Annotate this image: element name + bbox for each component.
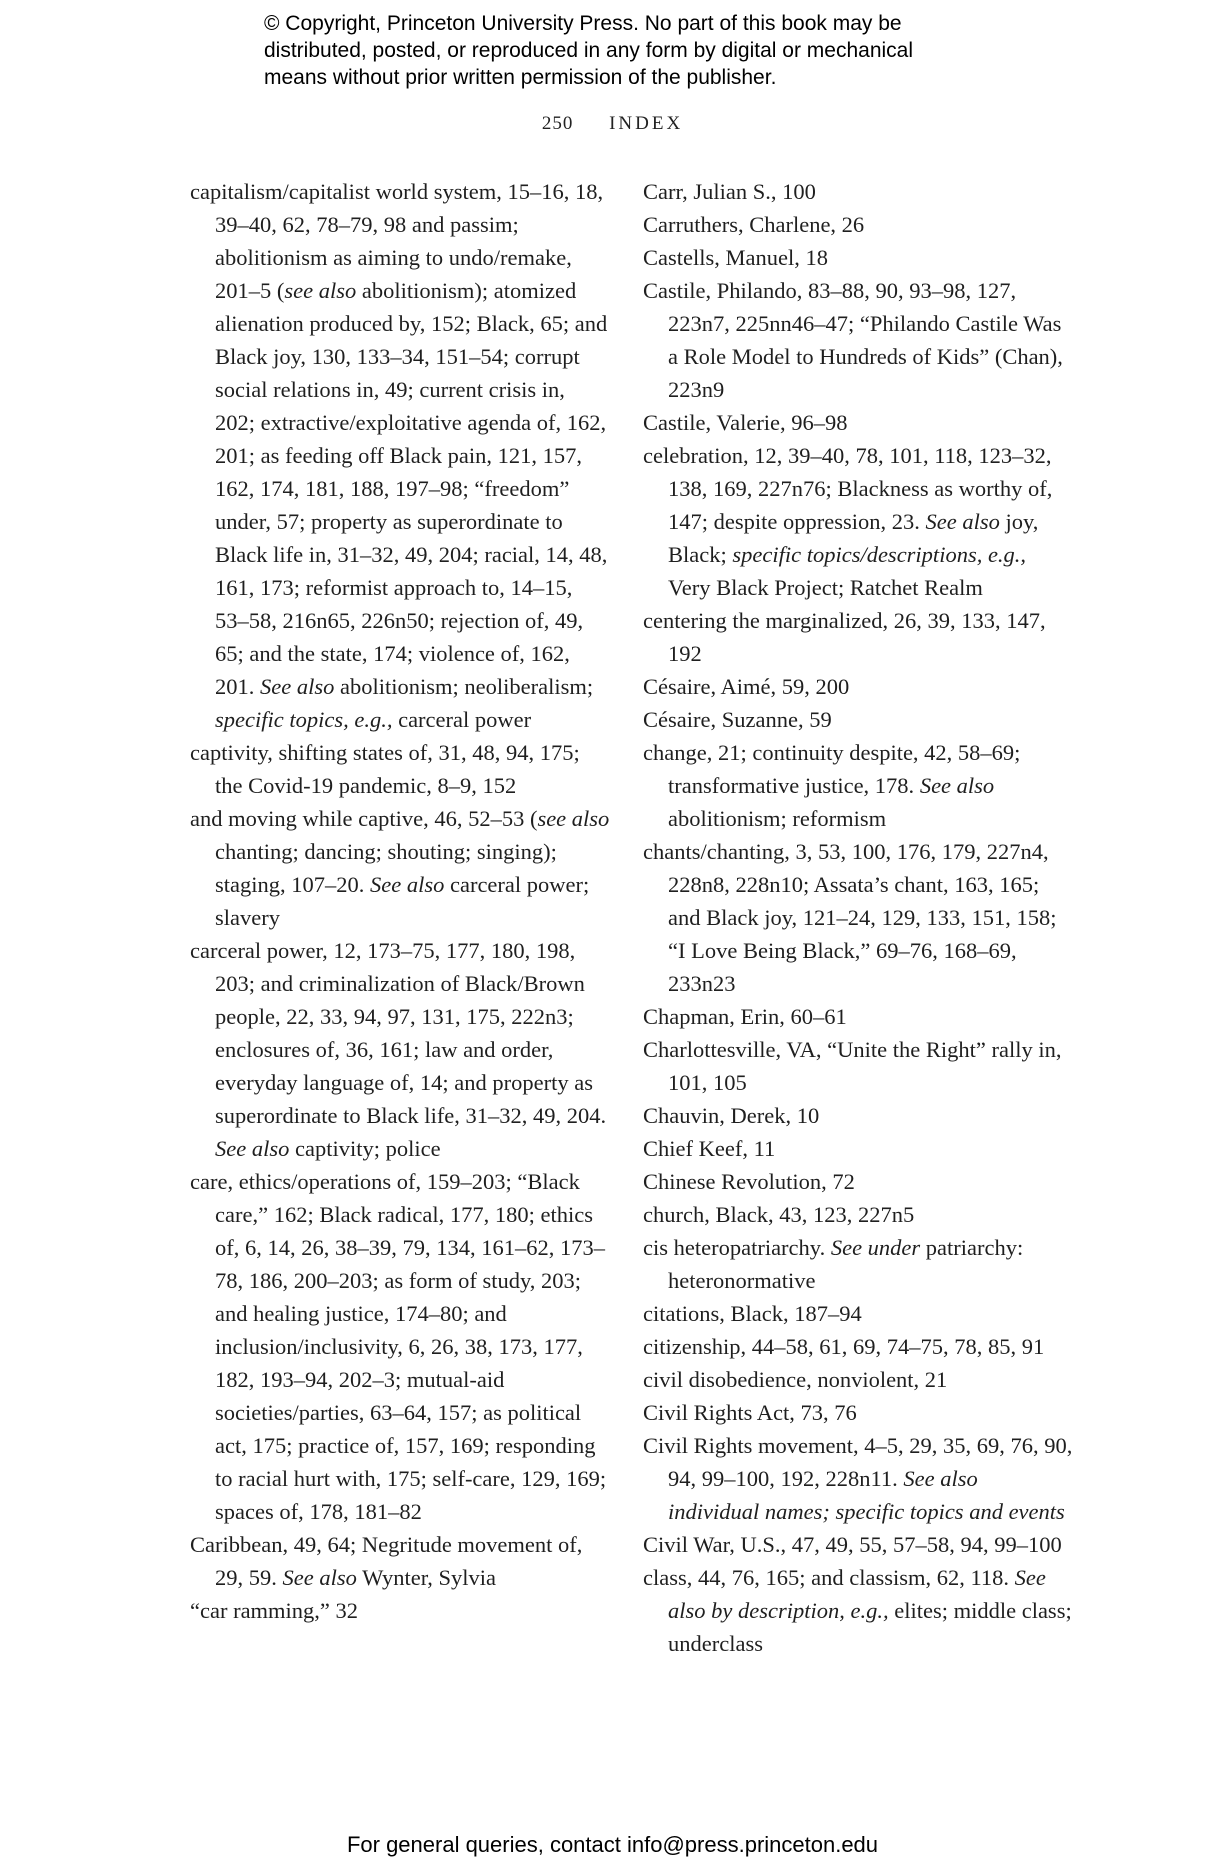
index-entry: [643, 835, 1073, 1000]
copyright-line: distributed, posted, or reproduced in any form by digital or mechanical: [264, 39, 914, 62]
index-text: elites; middle class; underclass: [668, 1598, 1072, 1656]
index-text: Civil Rights movement, 4–5, 29, 35, 69, 76, 90, 94, 99–100, 192, 228n11.: [643, 1433, 1073, 1491]
index-text: patriarchy: heteronormative: [668, 1235, 1024, 1293]
index-cross-reference: See also: [925, 509, 1000, 534]
index-column-left: [190, 175, 610, 1627]
index-entry: [643, 1396, 1073, 1429]
index-text: Very Black Project; Ratchet Realm: [668, 575, 983, 600]
index-entry: [190, 1594, 610, 1627]
index-column-right: [643, 175, 1073, 1660]
index-entry: [643, 1198, 1073, 1231]
index-entry: [643, 1429, 1073, 1528]
index-cross-reference: See also: [260, 674, 335, 699]
index-text: abolitionism; reformism: [668, 806, 887, 831]
index-text: citizenship, 44–58, 61, 69, 74–75, 78, 85, 91: [643, 1334, 1045, 1359]
index-cross-reference: See also: [282, 1565, 357, 1590]
index-text: civil disobedience, nonviolent, 21: [643, 1367, 948, 1392]
index-text: chants/chanting, 3, 53, 100, 176, 179, 227n4, 228n8, 228n10; Assata’s chant, 163, 165; and Black joy, 121–24, 129, 133, 151, 158; “I Love Being Black,” 69–76, 168–69, 233n23: [643, 839, 1057, 996]
index-cross-reference: See also: [215, 1136, 290, 1161]
index-text: class, 44, 76, 165; and classism, 62, 118.: [643, 1565, 1015, 1590]
index-cross-reference: See also individual names; specific topics and events: [668, 1466, 1065, 1524]
index-entry: [643, 604, 1073, 670]
index-cross-reference: See also: [370, 872, 445, 897]
index-text: Castells, Manuel, 18: [643, 245, 828, 270]
index-text: Carr, Julian S., 100: [643, 179, 816, 204]
index-entry: [643, 439, 1073, 604]
index-text: centering the marginalized, 26, 39, 133, 147, 192: [643, 608, 1046, 666]
index-text: carceral power; slavery: [215, 872, 590, 930]
index-text: abolitionism); atomized alienation produced by, 152; Black, 65; and Black joy, 130, 133–34, 151–54; corrupt social relations in, 49; current crisis in, 202; extractive/exploitative agenda of, 162, 201; as feeding off Black pain, 121, 157, 162, 174, 181, 188, 197–98; “freedom” under, 57; property as superordinate to Black life in, 31–32, 49, 204; racial, 14, 48, 161, 173; reformist approach to, 14–15, 53–58, 216n65, 226n50; rejection of, 49, 65; and the state, 174; violence of, 162, 201.: [215, 278, 608, 699]
index-entry: [643, 703, 1073, 736]
index-text: Chapman, Erin, 60–61: [643, 1004, 847, 1029]
index-text: “car ramming,” 32: [190, 1598, 359, 1623]
index-entry: [643, 1165, 1073, 1198]
index-text: care, ethics/operations of, 159–203; “Black care,” 162; Black radical, 177, 180; ethics of, 6, 14, 26, 38–39, 79, 134, 161–62, 173–78, 186, 200–203; as form of study, 203; and healing justice, 174–80; and inclusion/inclusivity, 6, 26, 38, 173, 177, 182, 193–94, 202–3; mutual-aid societies/parties, 63–64, 157; as political act, 175; practice of, 157, 169; responding to racial hurt with, 175; self-care, 129, 169; spaces of, 178, 181–82: [190, 1169, 607, 1524]
index-entry: [643, 1099, 1073, 1132]
running-head: [0, 113, 1225, 135]
index-entry: [643, 1297, 1073, 1330]
index-entry: [643, 1231, 1073, 1297]
index-text: captivity; police: [289, 1136, 441, 1161]
copyright-notice: [264, 10, 1004, 91]
index-text: Chief Keef, 11: [643, 1136, 776, 1161]
index-entry: [643, 1561, 1073, 1660]
index-text: Carruthers, Charlene, 26: [643, 212, 865, 237]
index-text: Caribbean, 49, 64; Negritude movement of, 29, 59.: [190, 1532, 583, 1590]
index-entry: [643, 1033, 1073, 1099]
index-text: Chauvin, Derek, 10: [643, 1103, 820, 1128]
index-text: change, 21; continuity despite, 42, 58–69; transformative justice, 178.: [643, 740, 1021, 798]
index-entry: [190, 1528, 610, 1594]
index-cross-reference: see also: [537, 806, 610, 831]
index-entry: [643, 670, 1073, 703]
index-text: Castile, Philando, 83–88, 90, 93–98, 127, 223n7, 225nn46–47; “Philando Castile Was a Role Model to Hundreds of Kids” (Chan), 223n9: [643, 278, 1063, 402]
index-text: Civil War, U.S., 47, 49, 55, 57–58, 94, 99–100: [643, 1532, 1062, 1557]
index-text: cis heteropatriarchy.: [643, 1235, 831, 1260]
index-entry: [643, 208, 1073, 241]
index-entry: [643, 241, 1073, 274]
page-number: 250: [541, 113, 574, 134]
index-text: Civil Rights Act, 73, 76: [643, 1400, 857, 1425]
index-cross-reference: See also by description, e.g.,: [668, 1565, 1046, 1623]
index-cross-reference: specific topics/descriptions, e.g.,: [732, 542, 1027, 567]
index-entry: [190, 934, 610, 1165]
index-text: Wynter, Sylvia: [356, 1565, 497, 1590]
index-entry: [190, 1165, 610, 1528]
index-entry: [643, 1363, 1073, 1396]
index-entry: [643, 1132, 1073, 1165]
footer-contact: For general queries, contact info@press.princeton.edu: [346, 1832, 879, 1857]
index-text: celebration, 12, 39–40, 78, 101, 118, 123–32, 138, 169, 227n76; Blackness as worthy of, 147; despite oppression, 23.: [643, 443, 1053, 534]
index-text: joy, Black;: [668, 509, 1039, 567]
index-cross-reference: see also: [284, 278, 357, 303]
index-entry: [643, 175, 1073, 208]
index-text: citations, Black, 187–94: [643, 1301, 862, 1326]
index-entry: [643, 274, 1073, 406]
index-text: church, Black, 43, 123, 227n5: [643, 1202, 915, 1227]
index-text: carceral power, 12, 173–75, 177, 180, 198, 203; and criminalization of Black/Brown people, 22, 33, 94, 97, 131, 175, 222n3; enclosures of, 36, 161; law and order, everyday language of, 14; and property as superordinate to Black life, 31–32, 49, 204.: [190, 938, 607, 1128]
index-entry: [643, 1330, 1073, 1363]
index-text: Castile, Valerie, 96–98: [643, 410, 848, 435]
index-entry: [643, 406, 1073, 439]
index-text: chanting; dancing; shouting; singing); staging, 107–20.: [215, 839, 557, 897]
index-entry: [643, 1528, 1073, 1561]
index-text: and moving while captive, 46, 52–53 (: [190, 806, 538, 831]
index-entry: [190, 175, 610, 736]
copyright-line: means without prior written permission of the publisher.: [264, 66, 777, 89]
index-text: capitalism/capitalist world system, 15–16, 18, 39–40, 62, 78–79, 98 and passim; abolitionism as aiming to undo/remake, 201–5 (: [190, 179, 604, 303]
section-title: INDEX: [609, 113, 684, 134]
index-text: Césaire, Suzanne, 59: [643, 707, 832, 732]
index-text: carceral power: [392, 707, 532, 732]
index-cross-reference: See also: [919, 773, 995, 798]
index-entry: [190, 736, 610, 802]
index-text: Césaire, Aimé, 59, 200: [643, 674, 850, 699]
copyright-line: © Copyright, Princeton University Press. No part of this book may be: [264, 12, 902, 35]
index-text: abolitionism; neoliberalism;: [334, 674, 594, 699]
index-text: Charlottesville, VA, “Unite the Right” rally in, 101, 105: [643, 1037, 1062, 1095]
index-entry: [190, 802, 610, 934]
index-cross-reference: See under: [830, 1235, 921, 1260]
index-entry: [643, 1000, 1073, 1033]
index-cross-reference: specific topics, e.g.,: [215, 707, 393, 732]
index-text: captivity, shifting states of, 31, 48, 94, 175; the Covid-19 pandemic, 8–9, 152: [190, 740, 580, 798]
index-entry: [643, 736, 1073, 835]
index-text: Chinese Revolution, 72: [643, 1169, 855, 1194]
